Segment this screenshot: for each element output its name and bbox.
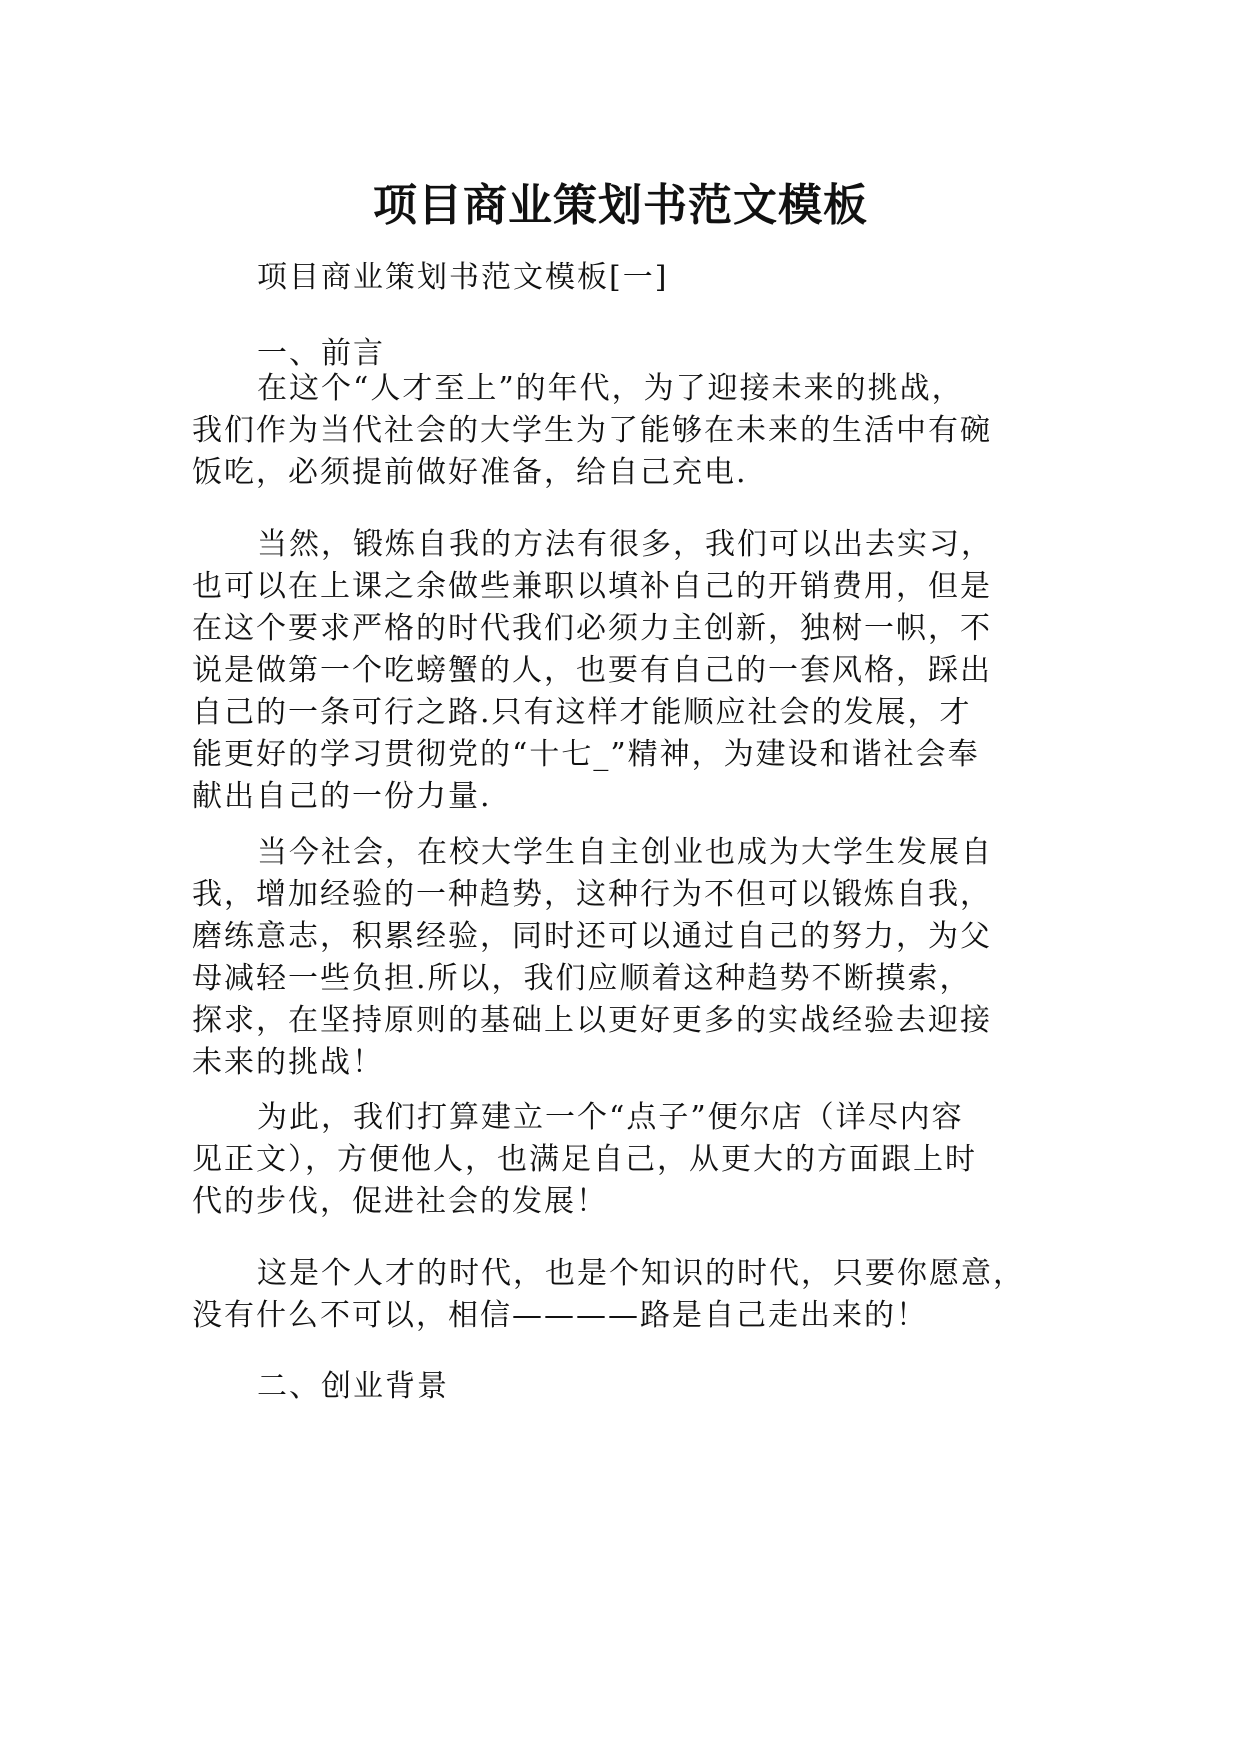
paragraph-line: 当然，锻炼自我的方法有很多，我们可以出去实习， [257, 527, 993, 562]
paragraph-line: 未来的挑战！ [192, 1045, 384, 1080]
paragraph-line: 磨练意志，积累经验，同时还可以通过自己的努力，为父 [192, 919, 992, 954]
paragraph-line: 说是做第一个吃螃蟹的人，也要有自己的一套风格，踩出 [192, 653, 992, 688]
section-heading-background [192, 1366, 1042, 1408]
paragraph-4 [192, 1097, 1042, 1223]
section-heading-text: 一、前言 [257, 336, 385, 371]
paragraph-line: 探求，在坚持原则的基础上以更好更多的实战经验去迎接 [192, 1003, 992, 1038]
paragraph-line: 献出自己的一份力量. [192, 779, 492, 814]
paragraph-line: 母减轻一些负担.所以，我们应顺着这种趋势不断摸索， [192, 961, 972, 996]
section-heading-text: 二、创业背景 [257, 1369, 449, 1404]
document-subtitle [192, 257, 1042, 299]
paragraph-line: 我们作为当代社会的大学生为了能够在未来的生活中有碗 [192, 413, 992, 448]
document-title: 项目商业策划书范文模板 [373, 180, 868, 231]
paragraph-3 [192, 832, 1042, 1084]
paragraph-line: 为此，我们打算建立一个“点子”便尔店（详尽内容 [257, 1100, 964, 1135]
paragraph-line: 在这个“人才至上”的年代，为了迎接未来的挑战， [257, 371, 964, 406]
paragraph-line: 这是个人才的时代，也是个知识的时代，只要你愿意， [257, 1256, 1025, 1291]
paragraph-line: 我，增加经验的一种趋势，这种行为不但可以锻炼自我， [192, 877, 992, 912]
paragraph-line: 代的步伐，促进社会的发展！ [192, 1184, 608, 1219]
paragraph-line: 在这个要求严格的时代我们必须力主创新，独树一帜，不 [192, 611, 992, 646]
paragraph-1 [192, 368, 1042, 494]
subtitle-text: 项目商业策划书范文模板[一] [257, 260, 669, 295]
paragraph-line: 当今社会，在校大学生自主创业也成为大学生发展自 [257, 835, 993, 870]
paragraph-line: 也可以在上课之余做些兼职以填补自己的开销费用，但是 [192, 569, 992, 604]
paragraph-line: 见正文），方便他人，也满足自己，从更大的方面跟上时 [192, 1142, 977, 1177]
paragraph-line: 自己的一条可行之路.只有这样才能顺应社会的发展，才 [192, 695, 972, 730]
paragraph-2 [192, 524, 1042, 818]
paragraph-line: 能更好的学习贯彻党的“十七_”精神，为建设和谐社会奉 [192, 737, 980, 772]
paragraph-line: 饭吃，必须提前做好准备，给自己充电. [192, 455, 748, 490]
paragraph-5 [192, 1253, 1042, 1337]
paragraph-line: 没有什么不可以，相信————路是自己走出来的！ [192, 1298, 928, 1333]
